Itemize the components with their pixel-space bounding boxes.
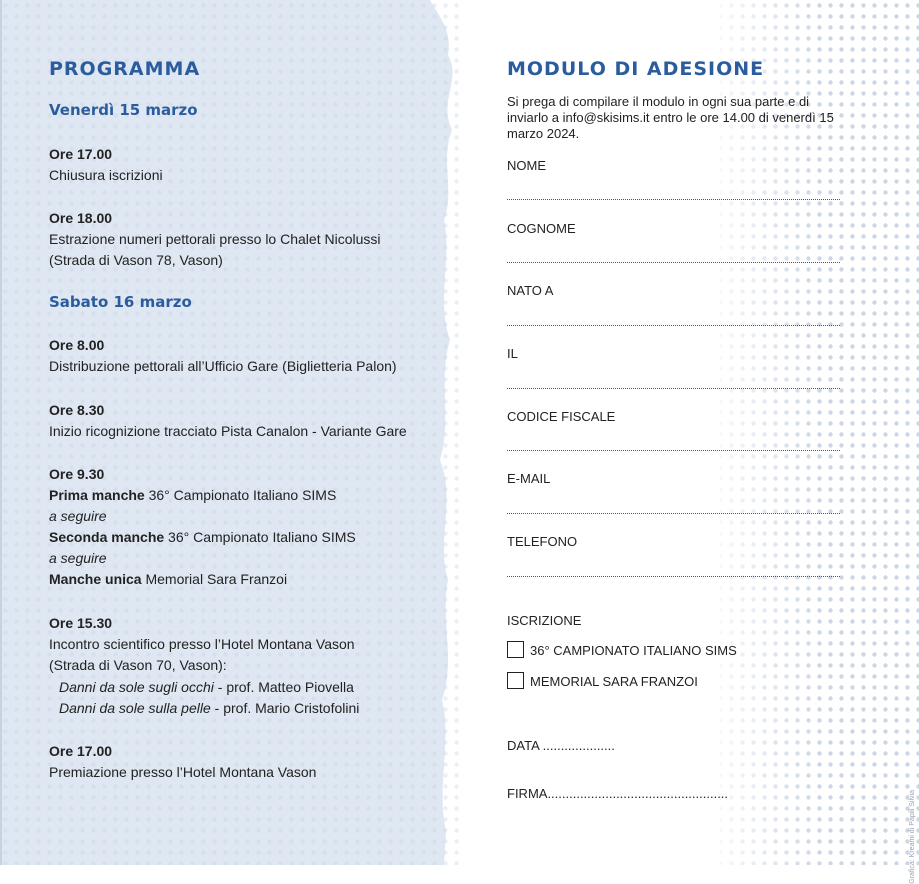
firma-field[interactable]: FIRMA..................................................	[507, 786, 729, 801]
event-desc: (Strada di Vason 78, Vason)	[49, 252, 223, 268]
race-line	[49, 485, 336, 506]
event-desc: (Strada di Vason 70, Vason):	[49, 657, 227, 673]
talk-speaker: - prof. Mario Cristofolini	[210, 700, 360, 716]
race-detail: 36° Campionato Italiano SIMS	[144, 487, 337, 503]
programma-title: PROGRAMMA	[49, 58, 201, 80]
race-detail: Memorial Sara Franzoi	[141, 571, 288, 587]
checkbox-campionato[interactable]	[507, 641, 524, 658]
field-label-nato-a: NATO A	[507, 283, 554, 298]
talk-title: Danni da sole sulla pelle	[59, 700, 211, 716]
field-label-cognome: COGNOME	[507, 221, 576, 236]
event-time: Ore 8.00	[49, 337, 105, 353]
modulo-title: MODULO DI ADESIONE	[507, 58, 765, 80]
field-label-telefono: TELEFONO	[507, 534, 578, 549]
checkbox-label-campionato: 36° CAMPIONATO ITALIANO SIMS	[530, 643, 737, 658]
field-label-nome: NOME	[507, 158, 546, 173]
field-line-il[interactable]	[507, 388, 840, 389]
event-time: Ore 18.00	[49, 210, 113, 226]
modulo-intro: Si prega di compilare il modulo in ogni sua parte e di inviarlo a info@skisims.it entro le ore 14.00 di venerdì 15 marzo 2024.	[507, 94, 834, 141]
talk-line	[49, 698, 359, 719]
race-name: Prima manche	[49, 487, 145, 503]
field-label-email: E-MAIL	[507, 471, 551, 486]
checkbox-memorial[interactable]	[507, 672, 524, 689]
event-time: Ore 17.00	[49, 146, 113, 162]
field-line-codice-fiscale[interactable]	[507, 450, 840, 451]
field-label-codice-fiscale: CODICE FISCALE	[507, 409, 616, 424]
field-line-nato-a[interactable]	[507, 325, 840, 326]
day-heading-friday: Venerdì 15 marzo	[49, 101, 198, 119]
event-time: Ore 15.30	[49, 615, 113, 631]
event-desc: Incontro scientifico presso l’Hotel Montana Vason	[49, 636, 355, 652]
race-name: Seconda manche	[49, 529, 165, 545]
event-time: Ore 17.00	[49, 743, 113, 759]
field-line-cognome[interactable]	[507, 262, 840, 263]
race-line	[49, 569, 287, 590]
field-line-email[interactable]	[507, 513, 840, 514]
field-label-il: IL	[507, 346, 518, 361]
event-time: Ore 8.30	[49, 402, 105, 418]
talk-title: Danni da sole sugli occhi	[59, 679, 214, 695]
a-seguire: a seguire	[49, 508, 107, 524]
event-desc: Premiazione presso l’Hotel Montana Vason	[49, 764, 317, 780]
checkbox-label-memorial: MEMORIAL SARA FRANZOI	[530, 674, 698, 689]
event-desc: Inizio ricognizione tracciato Pista Canalon - Variante Gare	[49, 423, 407, 439]
event-desc: Distribuzione pettorali all’Ufficio Gare (Biglietteria Palon)	[49, 358, 397, 374]
event-desc: Estrazione numeri pettorali presso lo Chalet Nicolussi	[49, 231, 381, 247]
a-seguire: a seguire	[49, 550, 107, 566]
iscrizione-label: ISCRIZIONE	[507, 613, 582, 628]
talk-speaker: - prof. Matteo Piovella	[213, 679, 354, 695]
race-name: Manche unica	[49, 571, 142, 587]
talk-line	[49, 677, 354, 698]
field-line-nome[interactable]	[507, 199, 840, 200]
event-desc: Chiusura iscrizioni	[49, 167, 163, 183]
race-detail: 36° Campionato Italiano SIMS	[164, 529, 356, 545]
event-time: Ore 9.30	[49, 466, 105, 482]
field-line-telefono[interactable]	[507, 576, 840, 577]
day-heading-saturday: Sabato 16 marzo	[49, 293, 192, 311]
data-field[interactable]: DATA ....................	[507, 738, 615, 753]
graphic-credit: Grafica: Kreami di Papili Silvia	[909, 790, 916, 884]
race-line	[49, 527, 356, 548]
